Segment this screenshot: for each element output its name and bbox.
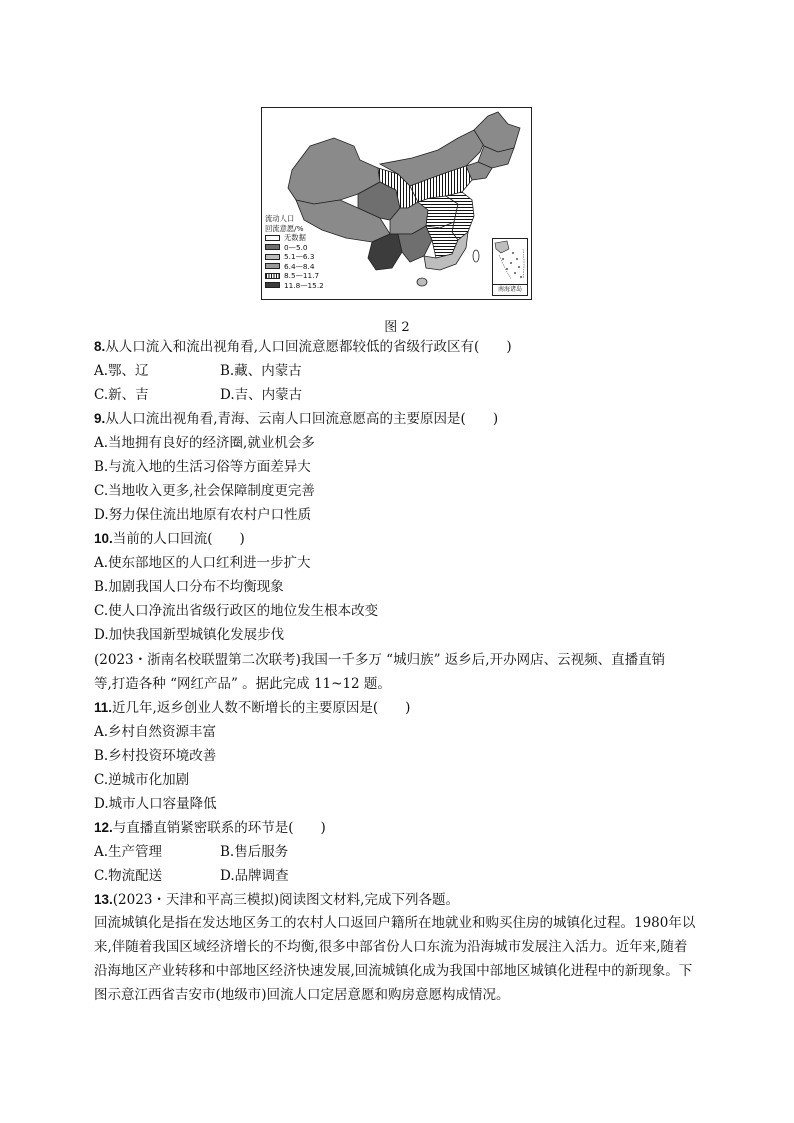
- option-c[interactable]: C.当地收入更多,社会保障制度更完善: [94, 483, 315, 499]
- option-c[interactable]: C.使人口净流出省级行政区的地位发生根本改变: [94, 603, 379, 619]
- legend-label: 无数据: [284, 233, 306, 242]
- option-a[interactable]: A.使东部地区的人口红利进一步扩大: [94, 555, 311, 571]
- q13-paragraph: 回流城镇化是指在发达地区务工的农村人口返回户籍所在地就业和购买住房的城镇化过程。1980年以来,伴随着我国区域经济增长的不均衡,很多中部省份人口东流为沿海城市发展注入活力。近年来,随着沿海地区产业转移和中部地区经济快速发展,回流城镇化成为我国中部地区城镇化进程中的新现象。下图示意江西省吉安市(地级市)回流人口定居意愿和购房意愿构成情况。: [94, 915, 696, 1003]
- option-b[interactable]: B.乡村投资环境改善: [94, 748, 217, 764]
- question-stem: 当前的人口回流( ): [112, 531, 245, 547]
- question-11: [94, 699, 410, 717]
- map-legend: [265, 214, 351, 290]
- legend-item: [265, 233, 351, 243]
- legend-item: [265, 252, 351, 262]
- material-line-1: (2023・浙南名校联盟第二次联考)我国一千多万 “城归族” 返乡后,开办网店、云视频、直播直销: [94, 652, 666, 668]
- region-hainan: [417, 278, 427, 286]
- question-stem: 从人口流出视角看,青海、云南人口回流意愿高的主要原因是( ): [105, 411, 499, 427]
- region-taiwan: [473, 250, 479, 262]
- question-stem: 与直播直销紧密联系的环节是( ): [112, 820, 326, 836]
- inset-map: [493, 239, 527, 285]
- legend-label: 11.8—15.2: [284, 280, 324, 290]
- option-d[interactable]: D.城市人口容量降低: [94, 796, 217, 812]
- china-map-figure: [261, 107, 532, 300]
- south-china-sea-inset: [492, 238, 528, 296]
- question-number: 8.: [94, 339, 106, 354]
- option-b[interactable]: B.与流入地的生活习俗等方面差异大: [94, 459, 311, 475]
- question-stem: 近几年,返乡创业人数不断增长的主要原因是( ): [112, 700, 411, 716]
- question-number: 13.: [94, 892, 113, 907]
- option-a[interactable]: A.鄂、辽: [94, 363, 149, 379]
- question-9: [94, 410, 498, 428]
- legend-title-1: 流动人口: [265, 214, 295, 223]
- question-number: 10.: [94, 531, 113, 546]
- option-a[interactable]: A.生产管理: [94, 844, 163, 860]
- inset-label: 南海诸岛: [493, 284, 527, 295]
- legend-swatch: [265, 235, 280, 241]
- question-10: [94, 530, 245, 548]
- question-stem: (2023・天津和平高三模拟)阅读图文材料,完成下列各题。: [112, 892, 459, 908]
- question-8: [94, 338, 512, 356]
- question-13: [94, 891, 459, 909]
- question-12: [94, 819, 326, 837]
- option-b[interactable]: B.售后服务: [220, 844, 289, 860]
- question-number: 12.: [94, 820, 113, 835]
- question-stem: 从人口流入和流出视角看,人口回流意愿都较低的省级行政区有( ): [105, 339, 512, 355]
- legend-label: 6.4—8.4: [284, 261, 315, 271]
- option-c[interactable]: C.新、吉: [94, 387, 149, 403]
- legend-swatch: [265, 263, 280, 269]
- option-d[interactable]: D.努力保住流出地原有农村户口性质: [94, 507, 312, 523]
- legend-item: [265, 271, 351, 281]
- question-number: 9.: [94, 411, 106, 426]
- option-d[interactable]: D.加快我国新型城镇化发展步伐: [94, 627, 285, 643]
- legend-swatch: [265, 282, 280, 288]
- option-c[interactable]: C.物流配送: [94, 868, 163, 884]
- option-b[interactable]: B.加剧我国人口分布不均衡现象: [94, 579, 284, 595]
- legend-item: [265, 281, 351, 291]
- legend-label: 5.1—6.3: [284, 252, 315, 261]
- option-d[interactable]: D.品牌调查: [220, 868, 289, 884]
- question-number: 11.: [94, 700, 113, 715]
- option-a[interactable]: A.乡村自然资源丰富: [94, 724, 217, 740]
- option-c[interactable]: C.逆城市化加剧: [94, 772, 190, 788]
- option-d[interactable]: D.吉、内蒙古: [220, 387, 303, 403]
- legend-swatch: [265, 254, 280, 260]
- legend-item: [265, 243, 351, 253]
- legend-item: [265, 262, 351, 272]
- legend-swatch: [265, 244, 280, 250]
- option-a[interactable]: A.当地拥有良好的经济圈,就业机会多: [94, 435, 315, 451]
- option-b[interactable]: B.藏、内蒙古: [220, 363, 302, 379]
- legend-label: 0—5.0: [284, 242, 308, 252]
- figure-caption: 图 2: [384, 320, 410, 335]
- legend-swatch: [265, 273, 280, 279]
- legend-title-2: 回流意愿/%: [265, 223, 304, 233]
- material-line-2: 等,打造各种 “网红产品” 。据此完成 11~12 题。: [94, 676, 391, 692]
- legend-label: 8.5—11.7: [284, 271, 320, 280]
